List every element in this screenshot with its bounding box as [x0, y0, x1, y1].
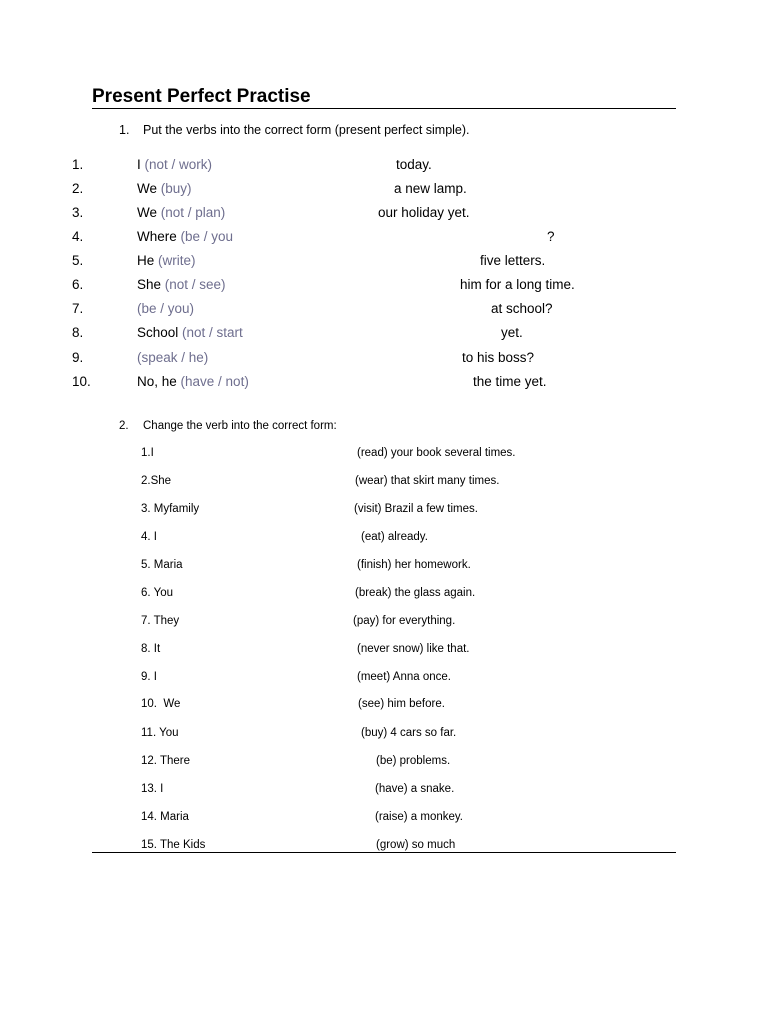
- item-lead: We: [137, 181, 161, 196]
- item-verb-phrase: (wear) that skirt many times.: [355, 475, 500, 487]
- item-tail: a new lamp.: [394, 181, 467, 196]
- item-subject: 15. The Kids: [141, 839, 206, 851]
- exercise2-item: [0, 587, 768, 603]
- item-number: 5.: [72, 253, 84, 268]
- exercise2-item: [0, 783, 768, 799]
- item-sentence: [137, 301, 194, 316]
- exercise1-item: [0, 325, 768, 343]
- item-verb-hint: (have / not): [180, 374, 249, 389]
- item-subject: 1.I: [141, 447, 154, 459]
- item-subject: 9. I: [141, 671, 157, 683]
- exercise2-item: [0, 727, 768, 743]
- exercise1-item: [0, 301, 768, 319]
- item-verb-phrase: (read) your book several times.: [357, 447, 516, 459]
- item-verb-hint: (speak / he): [137, 350, 209, 365]
- item-verb-phrase: (be) problems.: [376, 755, 451, 767]
- item-verb-phrase: (eat) already.: [361, 531, 428, 543]
- item-verb-hint: (not / see): [164, 277, 226, 292]
- item-verb-phrase: (finish) her homework.: [357, 559, 471, 571]
- exercise1-item: [0, 229, 768, 247]
- exercise2-item: [0, 531, 768, 547]
- item-subject: 13. I: [141, 783, 164, 795]
- exercise1-item: [0, 157, 768, 175]
- item-verb-hint: (be / you): [137, 301, 195, 316]
- exercise2-item: [0, 698, 768, 714]
- item-verb-phrase: (never snow) like that.: [357, 643, 470, 655]
- exercise1-item: [0, 374, 768, 392]
- item-number: 6.: [72, 277, 84, 292]
- item-subject: 10. We: [141, 698, 181, 710]
- item-number: 9.: [72, 350, 84, 365]
- item-lead: Where: [137, 229, 181, 244]
- item-verb-hint: (not / start: [182, 325, 243, 340]
- item-number: 8.: [72, 325, 84, 340]
- item-subject: 7. They: [141, 615, 180, 627]
- exercise1-item: [0, 253, 768, 271]
- item-lead: School: [137, 325, 183, 340]
- item-lead: No, he: [137, 374, 181, 389]
- item-verb-phrase: (raise) a monkey.: [375, 811, 463, 823]
- item-subject: 11. You: [141, 727, 179, 739]
- item-tail: our holiday yet.: [378, 205, 470, 220]
- item-verb-hint: (not / work): [144, 157, 213, 172]
- exercise2-instruction: [119, 420, 337, 432]
- item-verb-hint: (write): [158, 253, 196, 268]
- item-tail: at school?: [491, 301, 553, 316]
- item-tail: to his boss?: [462, 350, 535, 365]
- exercise1-item: [0, 350, 768, 368]
- item-sentence: [137, 374, 249, 389]
- exercise2-item: [0, 671, 768, 687]
- exercise1-number: 1.: [119, 123, 130, 137]
- item-lead: He: [137, 253, 159, 268]
- exercise2-item: [0, 447, 768, 463]
- item-sentence: [137, 229, 233, 244]
- item-verb-phrase: (pay) for everything.: [353, 615, 456, 627]
- exercise2-item: [0, 643, 768, 659]
- exercise2-item: [0, 755, 768, 771]
- title-underline: [92, 108, 676, 109]
- item-sentence: [137, 325, 243, 340]
- item-verb-phrase: (have) a snake.: [375, 783, 455, 795]
- item-number: 3.: [72, 205, 84, 220]
- item-sentence: [137, 350, 208, 365]
- item-number: 10.: [72, 374, 91, 389]
- exercise2-number: 2.: [119, 420, 129, 432]
- item-subject: 5. Maria: [141, 559, 183, 571]
- item-tail: ?: [547, 229, 555, 244]
- item-subject: 3. Myfamily: [141, 503, 200, 515]
- item-verb-phrase: (see) him before.: [358, 698, 445, 710]
- exercise2-item: [0, 503, 768, 519]
- item-sentence: [137, 253, 196, 268]
- item-subject: 2.She: [141, 475, 172, 487]
- item-lead: I: [137, 157, 145, 172]
- item-tail: today.: [396, 157, 432, 172]
- exercise2-item: [0, 615, 768, 631]
- item-subject: 14. Maria: [141, 811, 189, 823]
- exercise1-item: [0, 181, 768, 199]
- item-verb-phrase: (meet) Anna once.: [357, 671, 451, 683]
- exercise2-instruction-text: Change the verb into the correct form:: [143, 420, 337, 432]
- bottom-rule: [92, 852, 676, 853]
- item-number: 4.: [72, 229, 84, 244]
- exercise2-item: [0, 811, 768, 827]
- item-verb-phrase: (grow) so much: [376, 839, 456, 851]
- item-number: 1.: [72, 157, 84, 172]
- item-sentence: [137, 205, 225, 220]
- exercise1-item: [0, 205, 768, 223]
- item-number: 7.: [72, 301, 84, 316]
- item-tail: the time yet.: [473, 374, 547, 389]
- exercise2-item: [0, 475, 768, 491]
- exercise1-instruction: [119, 123, 470, 137]
- exercise1-item: [0, 277, 768, 295]
- item-sentence: [137, 157, 212, 172]
- item-lead: We: [137, 205, 161, 220]
- exercise2-item: [0, 559, 768, 575]
- exercise1-instruction-text: Put the verbs into the correct form (present perfect simple).: [143, 123, 470, 137]
- item-tail: him for a long time.: [460, 277, 575, 292]
- item-subject: 4. I: [141, 531, 157, 543]
- item-verb-hint: (be / you: [180, 229, 234, 244]
- item-subject: 12. There: [141, 755, 191, 767]
- item-verb-hint: (buy): [160, 181, 192, 196]
- item-subject: 6. You: [141, 587, 173, 599]
- item-tail: yet.: [501, 325, 523, 340]
- item-verb-phrase: (visit) Brazil a few times.: [354, 503, 478, 515]
- item-subject: 8. It: [141, 643, 161, 655]
- item-sentence: [137, 181, 192, 196]
- item-sentence: [137, 277, 226, 292]
- page-title: Present Perfect Practise: [92, 86, 311, 107]
- item-verb-phrase: (buy) 4 cars so far.: [361, 727, 457, 739]
- item-tail: five letters.: [480, 253, 546, 268]
- item-lead: She: [137, 277, 165, 292]
- item-verb-hint: (not / plan): [160, 205, 226, 220]
- item-verb-phrase: (break) the glass again.: [355, 587, 476, 599]
- item-number: 2.: [72, 181, 84, 196]
